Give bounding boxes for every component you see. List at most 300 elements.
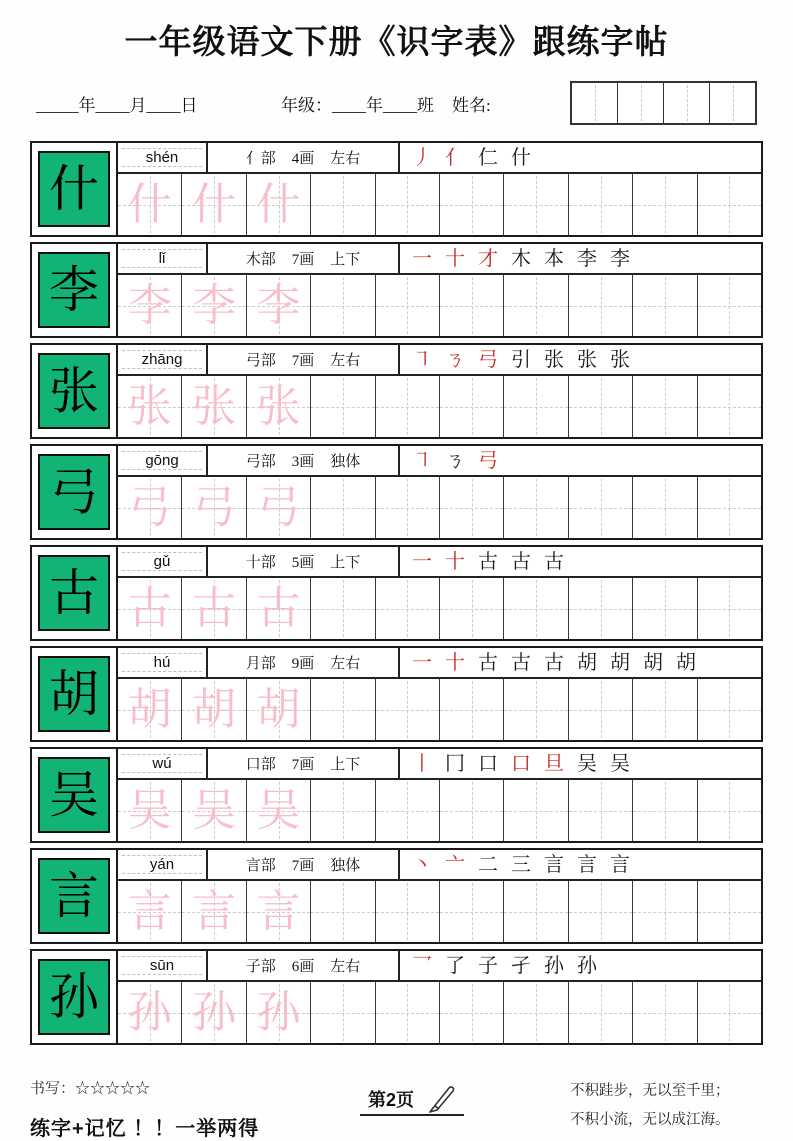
- row-right: [118, 446, 761, 538]
- practice-cell: [247, 679, 311, 740]
- radical-cell: [208, 648, 400, 677]
- grade-class-text: 年级：____年____班: [281, 95, 434, 115]
- practice-trace-char: 古: [192, 583, 237, 633]
- practice-trace-char: 胡: [192, 684, 237, 734]
- header-meta: [36, 81, 757, 125]
- structure-text: 上下: [330, 252, 361, 268]
- info-strip: [118, 345, 761, 376]
- practice-grid: [118, 275, 761, 336]
- pinyin-text: shén: [142, 149, 183, 166]
- stroke-order: [400, 547, 761, 576]
- practice-grid: [118, 174, 761, 235]
- practice-cell: [698, 275, 761, 336]
- info-strip: [118, 951, 761, 982]
- radical-cell: [208, 547, 400, 576]
- practice-cell: [247, 275, 311, 336]
- character-row: [30, 545, 763, 641]
- name-grid: [570, 81, 757, 125]
- stroke-step: 什: [511, 146, 531, 169]
- pinyin-text: gōng: [141, 452, 182, 469]
- practice-trace-char: 张: [192, 381, 237, 431]
- structure-text: 独体: [330, 858, 361, 874]
- character-box: 吴: [38, 757, 110, 833]
- practice-cell: [247, 881, 311, 942]
- pinyin-cell: [118, 850, 208, 879]
- practice-trace-char: 李: [256, 280, 301, 330]
- info-strip: [118, 244, 761, 275]
- character-row: [30, 646, 763, 742]
- practice-cell: [698, 174, 761, 235]
- stroke-step: 言: [577, 853, 597, 876]
- pinyin-text: sūn: [146, 957, 178, 974]
- stroke-step: 言: [610, 853, 630, 876]
- practice-cell: [633, 376, 697, 437]
- practice-trace-char: 张: [127, 381, 172, 431]
- practice-cell: [504, 780, 568, 841]
- stroke-step: 一: [412, 247, 432, 270]
- info-strip: [118, 749, 761, 780]
- stroke-step: 胡: [610, 651, 630, 674]
- practice-cell: [569, 578, 633, 639]
- practice-cell: [569, 477, 633, 538]
- stroke-count-text: 6画: [291, 959, 315, 975]
- practice-trace-char: 弓: [256, 482, 301, 532]
- stroke-count-text: 7画: [291, 252, 315, 268]
- practice-cell: [376, 275, 440, 336]
- practice-cell: [376, 780, 440, 841]
- practice-cell: [440, 578, 504, 639]
- structure-text: 左右: [330, 353, 361, 369]
- stroke-step: 张: [610, 348, 630, 371]
- stroke-step: 引: [511, 348, 531, 371]
- practice-grid: [118, 982, 761, 1043]
- stroke-order: [400, 244, 761, 273]
- practice-grid: [118, 679, 761, 740]
- radical-text: 亻部: [245, 151, 276, 167]
- practice-cell: [182, 780, 246, 841]
- proverb-line-2: 不积小流，无以成江海。: [570, 1112, 730, 1128]
- stroke-count-text: 7画: [291, 757, 315, 773]
- practice-cell: [182, 578, 246, 639]
- practice-cell: [504, 174, 568, 235]
- char-column: [32, 345, 118, 437]
- row-right: [118, 143, 761, 235]
- stroke-step: 孙: [577, 954, 597, 977]
- practice-cell: [440, 780, 504, 841]
- practice-trace-char: 孙: [127, 987, 172, 1037]
- radical-text: 子部: [245, 959, 276, 975]
- character-row: [30, 343, 763, 439]
- practice-cell: [182, 679, 246, 740]
- practice-cell: [504, 881, 568, 942]
- stroke-count-text: 9画: [291, 656, 315, 672]
- character-row: [30, 444, 763, 540]
- stroke-count-text: 4画: [291, 151, 315, 167]
- stroke-count-text: 3画: [291, 454, 315, 470]
- stroke-step: 李: [577, 247, 597, 270]
- pinyin-text: zhāng: [138, 351, 187, 368]
- stroke-step: ㇕: [412, 348, 432, 371]
- info-strip: [118, 547, 761, 578]
- info-strip: [118, 648, 761, 679]
- stroke-step: 仁: [478, 146, 498, 169]
- stroke-step: 了: [445, 954, 465, 977]
- practice-cell: [633, 982, 697, 1043]
- info-strip: [118, 850, 761, 881]
- stroke-step: 弓: [478, 449, 498, 472]
- practice-cell: [633, 477, 697, 538]
- practice-cell: [182, 376, 246, 437]
- practice-cell: [118, 376, 182, 437]
- stroke-step: 古: [544, 651, 564, 674]
- practice-grid: [118, 477, 761, 538]
- stroke-step: 亠: [445, 853, 465, 876]
- structure-text: 左右: [330, 656, 361, 672]
- practice-trace-char: 李: [127, 280, 172, 330]
- radical-cell: [208, 951, 400, 980]
- practice-cell: [311, 174, 375, 235]
- practice-cell: [118, 780, 182, 841]
- writing-rating: 书写：☆☆☆☆☆: [30, 1081, 151, 1097]
- info-strip: [118, 143, 761, 174]
- radical-cell: [208, 244, 400, 273]
- structure-text: 独体: [330, 454, 361, 470]
- stroke-step: 一: [412, 651, 432, 674]
- stroke-step: 孙: [544, 954, 564, 977]
- structure-text: 左右: [330, 959, 361, 975]
- practice-trace-char: 李: [192, 280, 237, 330]
- stroke-step: 孑: [511, 954, 531, 977]
- stroke-step: 李: [610, 247, 630, 270]
- character-box: 言: [38, 858, 110, 934]
- slogan: 练字+记忆 ！！一举两得: [30, 1118, 260, 1140]
- practice-cell: [311, 477, 375, 538]
- practice-cell: [569, 376, 633, 437]
- stroke-step: 乛: [412, 954, 432, 977]
- pinyin-cell: [118, 648, 208, 677]
- stroke-step: 古: [511, 651, 531, 674]
- character-box: 张: [38, 353, 110, 429]
- practice-cell: [504, 376, 568, 437]
- stroke-step: 子: [478, 954, 498, 977]
- pinyin-cell: [118, 143, 208, 172]
- row-right: [118, 547, 761, 639]
- stroke-order: [400, 143, 761, 172]
- stroke-step: 二: [478, 853, 498, 876]
- practice-cell: [376, 477, 440, 538]
- radical-text: 月部: [245, 656, 276, 672]
- practice-cell: [247, 376, 311, 437]
- radical-cell: [208, 850, 400, 879]
- practice-cell: [376, 679, 440, 740]
- name-grid-cell: [618, 83, 664, 123]
- practice-cell: [311, 275, 375, 336]
- practice-trace-char: 吴: [256, 785, 301, 835]
- radical-cell: [208, 345, 400, 374]
- stroke-step: 十: [445, 247, 465, 270]
- practice-grid: [118, 780, 761, 841]
- practice-cell: [247, 578, 311, 639]
- stroke-count-text: 7画: [291, 353, 315, 369]
- char-column: [32, 749, 118, 841]
- practice-cell: [118, 477, 182, 538]
- stroke-step: ㇕: [412, 449, 432, 472]
- practice-cell: [182, 275, 246, 336]
- character-row: [30, 747, 763, 843]
- practice-cell: [633, 275, 697, 336]
- stroke-step: 三: [511, 853, 531, 876]
- practice-trace-char: 吴: [127, 785, 172, 835]
- stroke-order: [400, 850, 761, 879]
- practice-cell: [569, 275, 633, 336]
- practice-cell: [118, 275, 182, 336]
- stroke-step: 张: [544, 348, 564, 371]
- practice-trace-char: 什: [127, 179, 172, 229]
- grade-class-line: [281, 91, 570, 116]
- practice-cell: [440, 679, 504, 740]
- char-column: [32, 446, 118, 538]
- practice-cell: [376, 982, 440, 1043]
- char-column: [32, 143, 118, 235]
- practice-cell: [376, 881, 440, 942]
- practice-cell: [440, 376, 504, 437]
- practice-cell: [698, 780, 761, 841]
- practice-cell: [311, 780, 375, 841]
- practice-cell: [698, 982, 761, 1043]
- char-column: [32, 244, 118, 336]
- practice-trace-char: 吴: [192, 785, 237, 835]
- structure-text: 上下: [330, 555, 361, 571]
- name-grid-cell: [572, 83, 618, 123]
- stroke-step: 丶: [412, 853, 432, 876]
- stroke-step: 十: [445, 550, 465, 573]
- stroke-step: 口: [478, 752, 498, 775]
- stroke-step: 口: [511, 752, 531, 775]
- stroke-order: [400, 648, 761, 677]
- char-column: [32, 648, 118, 740]
- pinyin-cell: [118, 749, 208, 778]
- radical-cell: [208, 749, 400, 778]
- practice-cell: [698, 679, 761, 740]
- practice-grid: [118, 376, 761, 437]
- practice-cell: [182, 982, 246, 1043]
- stroke-step: 一: [412, 550, 432, 573]
- practice-cell: [440, 881, 504, 942]
- character-row: [30, 949, 763, 1045]
- row-right: [118, 648, 761, 740]
- practice-cell: [569, 679, 633, 740]
- practice-trace-char: 言: [256, 886, 301, 936]
- practice-cell: [118, 982, 182, 1043]
- pinyin-text: yán: [146, 856, 178, 873]
- stroke-step: 旦: [544, 752, 564, 775]
- practice-cell: [440, 174, 504, 235]
- practice-trace-char: 言: [127, 886, 172, 936]
- character-box: 李: [38, 252, 110, 328]
- footer-center: [360, 1077, 530, 1116]
- page-title: 一年级语文下册《识字表》跟练字帖: [124, 23, 669, 60]
- stroke-step: 吴: [610, 752, 630, 775]
- pinyin-cell: [118, 244, 208, 273]
- practice-cell: [247, 477, 311, 538]
- practice-cell: [504, 679, 568, 740]
- pinyin-cell: [118, 951, 208, 980]
- stroke-step: 古: [478, 651, 498, 674]
- practice-trace-char: 弓: [127, 482, 172, 532]
- practice-trace-char: 什: [256, 179, 301, 229]
- practice-cell: [633, 174, 697, 235]
- practice-cell: [118, 679, 182, 740]
- radical-text: 弓部: [245, 454, 276, 470]
- pinyin-cell: [118, 446, 208, 475]
- stroke-count-text: 5画: [291, 555, 315, 571]
- practice-cell: [376, 376, 440, 437]
- stroke-step: 张: [577, 348, 597, 371]
- page-number-wrap: [360, 1077, 464, 1116]
- stroke-step: ㄋ: [445, 348, 465, 371]
- pen-icon: [424, 1083, 460, 1118]
- char-column: [32, 850, 118, 942]
- practice-cell: [569, 881, 633, 942]
- practice-cell: [182, 174, 246, 235]
- character-box: 孙: [38, 959, 110, 1035]
- proverb: [530, 1077, 763, 1135]
- practice-trace-char: 什: [192, 179, 237, 229]
- stroke-step: 言: [544, 853, 564, 876]
- practice-cell: [247, 982, 311, 1043]
- practice-cell: [118, 578, 182, 639]
- character-box: 什: [38, 151, 110, 227]
- name-label: 姓名:: [452, 95, 491, 115]
- practice-trace-char: 胡: [256, 684, 301, 734]
- structure-text: 左右: [330, 151, 361, 167]
- character-box: 弓: [38, 454, 110, 530]
- practice-cell: [247, 174, 311, 235]
- practice-trace-char: 古: [256, 583, 301, 633]
- practice-grid: [118, 578, 761, 639]
- stroke-step: 木: [511, 247, 531, 270]
- practice-cell: [440, 982, 504, 1043]
- char-column: [32, 547, 118, 639]
- stroke-order: [400, 345, 761, 374]
- pinyin-text: gǔ: [150, 553, 175, 570]
- info-strip: [118, 446, 761, 477]
- practice-cell: [311, 881, 375, 942]
- stroke-step: 本: [544, 247, 564, 270]
- practice-cell: [182, 881, 246, 942]
- structure-text: 上下: [330, 757, 361, 773]
- practice-cell: [633, 780, 697, 841]
- row-right: [118, 749, 761, 841]
- practice-cell: [311, 578, 375, 639]
- practice-trace-char: 言: [192, 886, 237, 936]
- practice-trace-char: 张: [256, 381, 301, 431]
- practice-cell: [440, 477, 504, 538]
- stroke-step: 丨: [412, 752, 432, 775]
- practice-trace-char: 胡: [127, 684, 172, 734]
- stroke-order: [400, 446, 761, 475]
- page-number: 第2页: [368, 1090, 415, 1110]
- radical-text: 口部: [245, 757, 276, 773]
- radical-text: 木部: [245, 252, 276, 268]
- practice-cell: [698, 578, 761, 639]
- stroke-step: 胡: [643, 651, 663, 674]
- practice-cell: [569, 982, 633, 1043]
- stroke-count-text: 7画: [291, 858, 315, 874]
- stroke-step: 丿: [412, 146, 432, 169]
- character-row: [30, 141, 763, 237]
- practice-cell: [118, 881, 182, 942]
- character-row: [30, 242, 763, 338]
- practice-cell: [569, 780, 633, 841]
- practice-cell: [698, 477, 761, 538]
- practice-cell: [182, 477, 246, 538]
- pinyin-text: lǐ: [155, 250, 170, 267]
- radical-cell: [208, 446, 400, 475]
- practice-cell: [504, 477, 568, 538]
- stroke-step: 古: [478, 550, 498, 573]
- practice-cell: [311, 982, 375, 1043]
- stroke-order: [400, 749, 761, 778]
- pinyin-cell: [118, 547, 208, 576]
- stroke-step: ㄋ: [445, 449, 465, 472]
- pinyin-text: wú: [148, 755, 175, 772]
- proverb-line-1: 不积跬步，无以至千里；: [570, 1083, 730, 1099]
- practice-cell: [504, 275, 568, 336]
- stroke-step: 十: [445, 651, 465, 674]
- date-line: _____年____月____日: [36, 95, 198, 115]
- practice-cell: [118, 174, 182, 235]
- practice-cell: [311, 679, 375, 740]
- char-column: [32, 951, 118, 1043]
- practice-cell: [633, 881, 697, 942]
- row-right: [118, 951, 761, 1043]
- pinyin-text: hú: [150, 654, 175, 671]
- row-right: [118, 850, 761, 942]
- practice-cell: [376, 174, 440, 235]
- practice-cell: [247, 780, 311, 841]
- stroke-step: 弓: [478, 348, 498, 371]
- practice-cell: [376, 578, 440, 639]
- stroke-step: 古: [511, 550, 531, 573]
- stroke-step: 胡: [676, 651, 696, 674]
- page-footer: [30, 1077, 763, 1141]
- stroke-step: 冂: [445, 752, 465, 775]
- stroke-order: [400, 951, 761, 980]
- name-grid-cell: [664, 83, 710, 123]
- character-box: 古: [38, 555, 110, 631]
- character-row: [30, 848, 763, 944]
- stroke-step: 胡: [577, 651, 597, 674]
- practice-cell: [504, 578, 568, 639]
- radical-text: 十部: [245, 555, 276, 571]
- stroke-step: 才: [478, 247, 498, 270]
- practice-cell: [569, 174, 633, 235]
- stroke-step: 亻: [445, 146, 465, 169]
- stroke-step: 古: [544, 550, 564, 573]
- row-right: [118, 345, 761, 437]
- practice-cell: [440, 275, 504, 336]
- radical-text: 言部: [245, 858, 276, 874]
- practice-cell: [698, 881, 761, 942]
- practice-trace-char: 古: [127, 583, 172, 633]
- radical-text: 弓部: [245, 353, 276, 369]
- name-grid-cell: [710, 83, 755, 123]
- practice-cell: [698, 376, 761, 437]
- row-right: [118, 244, 761, 336]
- practice-cell: [633, 679, 697, 740]
- radical-cell: [208, 143, 400, 172]
